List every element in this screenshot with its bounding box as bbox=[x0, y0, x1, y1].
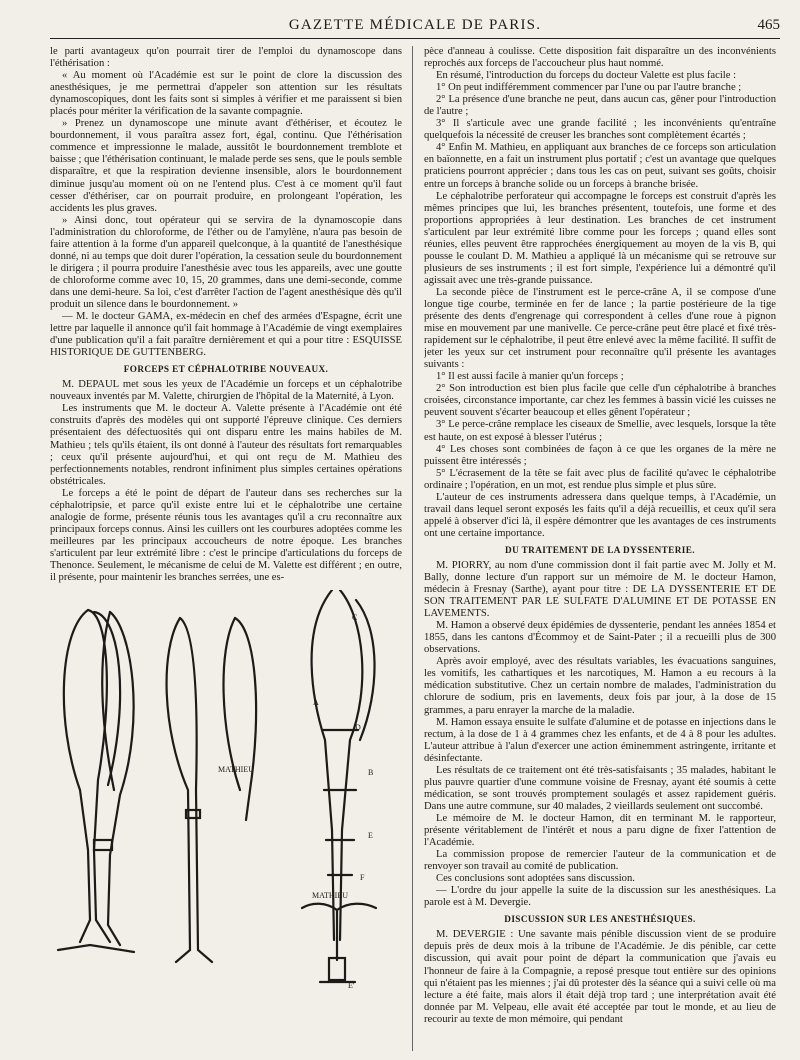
paragraph: « Au moment où l'Académie est sur le point de clore la discussion des anesthésiques, je me permettrai d'appeler son attention sur les résultats dynamoscopiques, dont les faits sont si simples à vérifier et me paraissent si bien placés pour mériter la vérification de la savante compagnie. bbox=[50, 70, 402, 118]
instruments-figure bbox=[50, 590, 402, 990]
list-item: 3° Le perce-crâne remplace les ciseaux de Smellie, avec lesquels, lorsque la tête est haute, on est exposé à blesser l'utérus ; bbox=[424, 419, 776, 443]
list-item: 4° Enfin M. Mathieu, en appliquant aux branches de ce forceps son articulation en baïonnette, en a fait un instrument plus portatif ; c'est un avantage que quelques praticiens pourront apprécier ; dans tous les cas on peut, suivant ses goûts, choisir entre un forceps à branche solide ou un forceps à branche brisée. bbox=[424, 142, 776, 190]
forceps-illustration bbox=[50, 590, 402, 990]
list-item: 5° L'écrasement de la tête se fait avec plus de facilité qu'avec le céphalotribe ordinaire ; l'opération, en un mot, est rendue plus simple et plus sûre. bbox=[424, 467, 776, 491]
figure-maker-label-2: MATHIEU bbox=[312, 891, 348, 901]
running-header bbox=[50, 14, 780, 39]
cephalotribe-instrument bbox=[302, 590, 376, 982]
figure-letter-d: D bbox=[355, 723, 361, 733]
section-heading: DU TRAITEMENT DE LA DYSSENTERIE. bbox=[505, 544, 695, 555]
forceps-left-instrument bbox=[58, 610, 134, 952]
figure-letter-b: B bbox=[368, 768, 374, 778]
journal-title: GAZETTE MÉDICALE DE PARIS. bbox=[288, 17, 542, 33]
paragraph: La commission propose de remercier l'auteur de la communication et de renvoyer son travail au comité de publication. bbox=[424, 849, 776, 873]
paragraph: le parti avantageux qu'on pourrait tirer de l'emploi du dynamoscope dans l'éthérisation : bbox=[50, 46, 402, 70]
paragraph: M. PIORRY, au nom d'une commission dont il fait partie avec M. Jolly et M. Bally, donne lecture d'un rapport sur un mémoire de M. le docteur Hamon, médecin à Fresnay (Sarthe), ayant pour titre : DE LA DYSSENTERIE ET DE SON TRAITEMENT PAR LE SULFATE D'ALUMINE ET DE POTASSE EN LAVEMENTS. bbox=[424, 559, 776, 620]
figure-letter-e-prime: E' bbox=[348, 981, 355, 991]
paragraph: En résumé, l'introduction du forceps du docteur Valette est plus facile : bbox=[436, 70, 737, 82]
paragraph: — L'ordre du jour appelle la suite de la discussion sur les anesthésiques. La parole est à M. Devergie. bbox=[424, 885, 776, 909]
paragraph: » Prenez un dynamoscope une minute avant d'éthériser, et écoutez le bourdonnement, il vous paraîtra assez fort, égal, continu. Que l'éthérisation commence et impressionne le malade, aussitôt le bourdonnement tremblote et baisse ; que l'éthérisation continuant, le malade perde ses sens, que le pouls semble disparaître, et que la respiration devienne insensible, alors le bourdonnement diminue jusqu'au moment où on ne l'entend plus. C'est à ce moment qu'il faut cesser d'éthériser, car on pourrait produire, en prolongeant l'opération, les accidents les plus graves. bbox=[50, 118, 402, 214]
paragraph: Le céphalotribe perforateur qui accompagne le forceps est construit d'après les mêmes principes que lui, les branches présentent, toutefois, une forme et des proportions appropriées à leur destination. Les branches de cet instrument s'articulent par leur extrémité libre comme pour les forceps ; quand elles sont réunies, elles peuvent être rapprochées énergiquement au moyen de la vis B, qui pousse le coulant D. M. Mathieu a appliqué là un mécanisme qui se retrouve sur plusieurs de ses instruments ; il est fort simple, l'expérience lui a démontré qu'il agissait avec une très-grande puissance. bbox=[424, 190, 776, 286]
paragraph: L'auteur de ces instruments adressera dans quelque temps, à l'Académie, un travail dans lequel seront exposés les faits qu'il a déjà recueillis, et ceux qu'il sera appelé à observer d'ici là, il espère démontrer que les avantages de ces instruments ont une certaine importance. bbox=[424, 491, 776, 539]
figure-letter-e: E bbox=[368, 831, 373, 841]
figure-letter-f: F bbox=[360, 873, 365, 883]
paragraph: Le mémoire de M. le docteur Hamon, dit en terminant M. le rapporteur, présente véritablement de l'intérêt et nous a paru digne de fixer l'attention de l'Académie. bbox=[424, 812, 776, 849]
paragraph: Les instruments que M. le docteur A. Valette présente à l'Académie ont été construits d'après des modèles qui ont supporté l'épreuve clinique. Ces derniers présentaient des défectuosités qui ont disparu entre les mains habiles de M. Mathieu ; tels qu'ils étaient, ils ont donné à l'auteur des résultats fort remarquables ; ceux qu'il présente aujourd'hui, et qui ont reçu de M. Mathieu des perfectionnements notables, rendront infiniment plus simples certaines opérations obstétricales. bbox=[50, 403, 402, 487]
paragraph: » Ainsi donc, tout opérateur qui se servira de la dynamoscopie dans l'administration du chloroforme, de l'éther ou de l'amylène, n'aura pas besoin de faire attention à la forme d'un appareil quelconque, à la quantité de l'anesthésique donné, ni au temps que doit durer l'opération, la cessation seule du bourdonnement le dirigera ; il pourra produire l'anesthésie avec tous les appareils, avec une goutte de chloroforme comme avec 10, 15, 20 grammes, dans une demi-seconde, comme dans une demi-heure. Sa loi, c'est d'arrêter l'action de l'agent anesthésique dès qu'il produit un silence dans le bourdonnement. » bbox=[50, 214, 402, 310]
list-item: 1° On peut indifféremment commencer par l'une ou par l'autre branche ; bbox=[436, 82, 742, 94]
paragraph: Après avoir employé, avec des résultats variables, les évacuations sanguines, les vomitifs, les cathartiques et les narcotiques, M. Hamon a eu recours à la médication substitutive. Chez un certain nombre de malades, l'administration du chlorure de sodium, pris en lavements, deux fois par jour, à la dose de 15 grammes, a paru enrayer la marche de la maladie. bbox=[424, 656, 776, 716]
list-item: 2° Son introduction est bien plus facile que celle d'un céphalotribe à branches croisées, circonstance importante, car chez les femmes à bassin vicié les cuisses ne peuvent souvent s'écarter beaucoup et elles gênent l'opérateur ; bbox=[424, 383, 776, 419]
left-column bbox=[50, 46, 402, 1051]
paragraph: Le forceps a été le point de départ de l'auteur dans ses recherches sur la céphalotripsie, et parce qu'il existe entre lui et le céphalotribe une certaine analogie de forme, présente réunis tous les avantages qu'il a cru reconnaître aux principaux forceps connus. Ainsi les cuillers ont les courbures adoptées comme les meilleures par les principaux accoucheurs de notre époque. Les branches s'articulent par leur extrémité libre : c'est le principe d'articulations du forceps de Thenonce. Seulement, le mécanisme de celui de M. Valette est différent ; en outre, il présente, pour maintenir les branches serrées, une es- bbox=[50, 487, 402, 584]
forceps-middle-instrument bbox=[167, 618, 257, 962]
paragraph: Ces conclusions sont adoptées sans discussion. bbox=[436, 873, 635, 885]
page-number: 465 bbox=[757, 17, 780, 33]
section-heading: DISCUSSION SUR LES ANESTHÉSIQUES. bbox=[504, 914, 696, 925]
list-item: 1° Il est aussi facile à manier qu'un forceps ; bbox=[436, 371, 624, 383]
column-divider bbox=[412, 46, 413, 1051]
right-column bbox=[424, 46, 776, 1051]
figure-letter-a: A bbox=[313, 698, 319, 708]
figure-maker-label-1: MATHIEU bbox=[218, 765, 254, 775]
paragraph: M. Hamon a observé deux épidémies de dyssenterie, pendant les années 1854 et 1855, dans les cantons d'Écommoy et de Saint-Pater ; il a recueilli plus de 300 observations. bbox=[424, 620, 776, 656]
paragraph: M. Hamon essaya ensuite le sulfate d'alumine et de potasse en injections dans le rectum, à la dose de 1 à 4 grammes chez les enfants, et de 4 à 8 pour les adultes. L'auteur attribue à l'alun d'exercer une action éminemment astringente, irritante et désinfectante. bbox=[424, 716, 776, 764]
paragraph: Les résultats de ce traitement ont été très-satisfaisants ; 35 malades, habitant le plus pauvre quartier d'une commune voisine de Fresnay, ayant été soumis à cette médication, se sont trouvés promptement soulagés et assez rapidement guéris. Dans une autre commune, sur 40 malades, 2 vieillards seulement ont succombé. bbox=[424, 764, 776, 812]
paragraph: M. DEPAUL met sous les yeux de l'Académie un forceps et un céphalotribe nouveaux inventés par M. Valette, chirurgien de l'hôpital de la Maternité, à Lyon. bbox=[50, 379, 402, 403]
section-heading: FORCEPS ET CÉPHALOTRIBE NOUVEAUX. bbox=[123, 364, 329, 375]
list-item: 4° Les choses sont combinées de façon à ce que les organes de la mère ne puissent être intéressés ; bbox=[424, 443, 776, 467]
figure-letter-c: C bbox=[352, 613, 358, 623]
paragraph: pèce d'anneau à coulisse. Cette disposition fait disparaître un des inconvénients reprochés aux forceps de l'accoucheur plus haut nommé. bbox=[424, 46, 776, 70]
list-item: 3° Il s'articule avec une grande facilité ; les inconvénients qu'entraîne quelquefois la nécessité de creuser les branches sont complètement écartés ; bbox=[424, 118, 776, 142]
paragraph: M. DEVERGIE : Une savante mais pénible discussion vient de se produire depuis près de deux mois à la tribune de l'Académie. Je dis pénible, car cette discussion, qui avait pour point de départ la communication que j'avais eu l'honneur de faire à la Compagnie, a reposé presque tout entière sur des opinions qui n'étaient pas les miennes ; j'ai dû protester dès la séance qui a suivi celle où ma lecture a été faite, mais alors il était déjà trop tard ; une interprétation avait été donnée par M. Velpeau, elle avait été acceptée par tout le monde, et au lieu de recourir au texte de mon mémoire, qui pendant bbox=[424, 929, 776, 1025]
paragraph: — M. le docteur GAMA, ex-médecin en chef des armées d'Espagne, écrit une lettre par laquelle il annonce qu'il fait hommage à l'Académie de vingt exemplaires d'une publication qu'il a fait paraître dernièrement et qui a pour titre : ESQUISSE HISTORIQUE DE GUTTENBERG. bbox=[50, 311, 402, 359]
paragraph: La seconde pièce de l'instrument est le perce-crâne A, il se compose d'une longue tige courbe, terminée en fer de lance ; la partie postérieure de la tige présente des dents d'engrenage qui correspondent à celles d'une roue à pignon mise en mouvement par une manivelle. Ce perce-crâne peut être placé et fixé très-rapidement sur le céphalotribe, il peut être enlevé avec la même facilité. Il suffit de jeter les yeux sur cet instrument pour reconnaître qu'il présente les avantages suivants : bbox=[424, 286, 776, 371]
list-item: 2° La présence d'une branche ne peut, dans aucun cas, gêner pour l'introduction de l'autre ; bbox=[424, 94, 776, 118]
